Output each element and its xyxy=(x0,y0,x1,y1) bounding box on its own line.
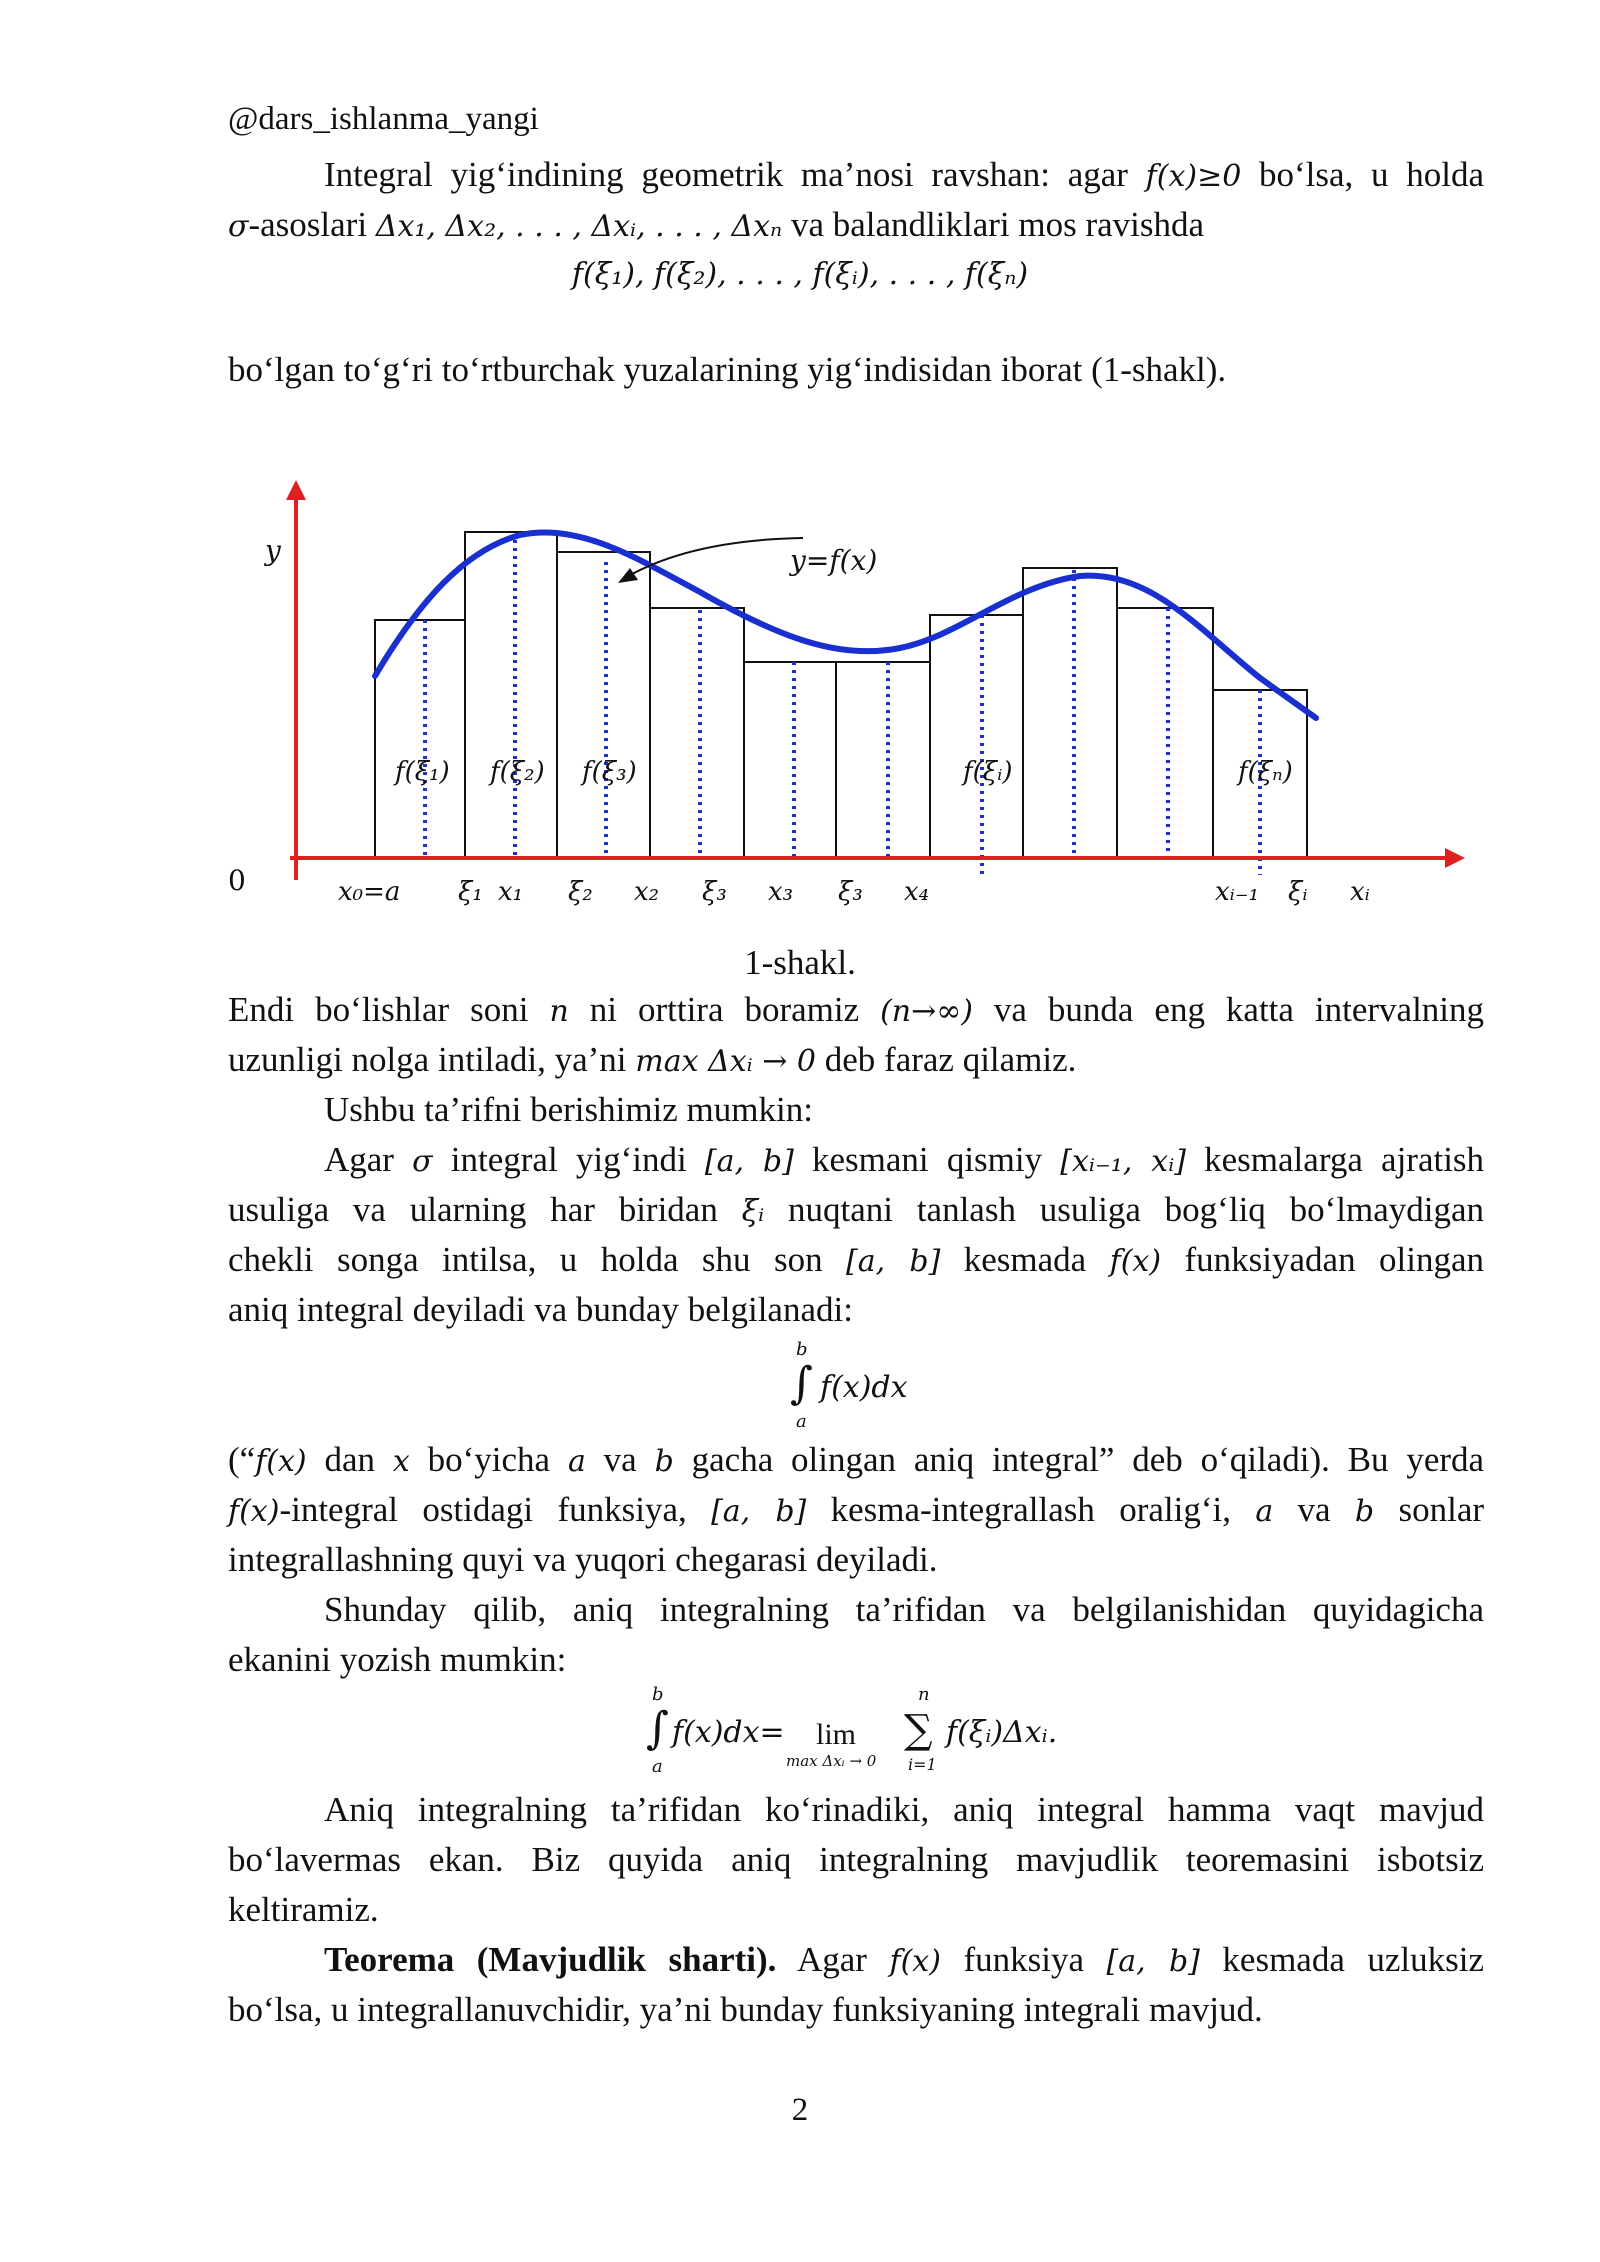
page-number: 2 xyxy=(791,2092,809,2128)
paragraph-4-line-1: Agar σ integral yig‘indi [a, b] kesmani qismiy [xᵢ₋₁, xᵢ] kesmalarga ajratish xyxy=(324,1140,1485,1179)
partition-rect-6 xyxy=(836,662,930,858)
paragraph-1-line-3: bo‘lgan to‘g‘ri to‘rtburchak yuzalarining yig‘indisidan iborat (1-shakl). xyxy=(228,350,1227,389)
x-label-9: x₄ xyxy=(904,877,930,907)
x-label-3: x₁ xyxy=(498,877,524,907)
figure-caption: 1-shakl. xyxy=(744,943,856,982)
label-pointer-arrow xyxy=(625,538,803,578)
partition-rect-4 xyxy=(650,608,744,858)
x-label-4: ξ₂ xyxy=(568,877,593,907)
height-label-2: f(ξ₂) xyxy=(490,757,545,787)
partition-rect-2 xyxy=(465,532,557,858)
x-label-8: ξ₃ xyxy=(838,877,863,907)
height-label-4: f(ξᵢ) xyxy=(963,757,1013,787)
x-label-12: xᵢ xyxy=(1350,877,1370,907)
height-labels xyxy=(393,757,1293,787)
paragraph-4-line-2: usuliga va ularning har biridan ξᵢ nuqtani tanlash usuliga bog‘liq bo‘lmaydigan xyxy=(228,1190,1484,1229)
x-axis-labels xyxy=(338,877,1370,907)
theorem-line-1: Teorema (Mavjudlik sharti). Agar f(x) funksiya [a, b] kesmada uzluksiz xyxy=(324,1940,1485,1979)
height-label-3: f(ξ₃) xyxy=(582,757,637,787)
sample-point-lines xyxy=(425,540,1260,875)
y-axis-arrow xyxy=(286,480,306,500)
x-label-10: xᵢ₋₁ xyxy=(1215,877,1260,907)
paragraph-7-line-1: Aniq integralning ta’rifidan ko‘rinadiki, aniq integral hamma vaqt mavjud xyxy=(324,1790,1484,1829)
theorem-title: Teorema (Mavjudlik sharti). xyxy=(324,1940,777,1979)
label-pointer-arrowhead xyxy=(618,568,638,583)
channel-handle: @dars_ishlanma_yangi xyxy=(228,101,539,137)
paragraph-5-line-3: integrallashning quyi va yuqori chegarasi deyiladi. xyxy=(228,1540,938,1579)
riemann-sum-figure xyxy=(220,480,1480,940)
definite-integral-notation: b ∫ f(x)dx a xyxy=(790,1339,908,1432)
partition-rect-9 xyxy=(1117,608,1213,858)
partition-rect-3 xyxy=(557,552,650,858)
x-axis-arrow xyxy=(1445,848,1465,868)
x-label-5: x₂ xyxy=(634,877,660,907)
paragraph-3: Ushbu ta’rifni berishimiz mumkin: xyxy=(324,1090,813,1129)
heights-formula: f(ξ₁), f(ξ₂), . . . , f(ξᵢ), . . . , f(ξₙ) xyxy=(571,257,1029,292)
curve-label: y=f(x) xyxy=(790,544,878,577)
paragraph-4-line-3: chekli songa intilsa, u holda shu son [a, b] kesmada f(x) funksiyadan olingan xyxy=(228,1240,1484,1279)
paragraph-6-line-2: ekanini yozish mumkin: xyxy=(228,1640,567,1679)
integral-limit-formula: b ∫ a f(x)dx= lim max Δxᵢ → 0 n ∑ i=1 f(ξᵢ)Δxᵢ. xyxy=(646,1684,1058,1777)
paragraph-6-line-1: Shunday qilib, aniq integralning ta’rifidan va belgilanishidan quyidagicha xyxy=(324,1590,1484,1629)
paragraph-5-line-1: (“f(x) dan x bo‘yicha a va b gacha olingan aniq integral” deb o‘qiladi). Bu yerda xyxy=(228,1440,1485,1479)
x-label-11: ξᵢ xyxy=(1288,877,1308,907)
paragraph-7-line-3: keltiramiz. xyxy=(228,1890,379,1929)
paragraph-2-line-2: uzunligi nolga intiladi, ya’ni max Δxᵢ → 0 deb faraz qilamiz. xyxy=(228,1040,1077,1079)
partition-rect-7 xyxy=(930,615,1023,858)
paragraph-1-line-1: Integral yig‘indining geometrik ma’nosi ravshan: agar f(x)≥0 bo‘lsa, u holda xyxy=(324,155,1484,194)
paragraph-4-line-4: aniq integral deyiladi va bunday belgilanadi: xyxy=(228,1290,853,1329)
x-label-6: ξ₃ xyxy=(702,877,727,907)
x-label-7: x₃ xyxy=(768,877,794,907)
theorem-line-2: bo‘lsa, u integrallanuvchidir, ya’ni bunday funksiyaning integrali mavjud. xyxy=(228,1990,1263,2029)
height-label-1: f(ξ₁) xyxy=(395,757,450,787)
paragraph-2-line-1: Endi bo‘lishlar soni n ni orttira boramiz (n→∞) va bunda eng katta intervalning xyxy=(228,990,1485,1029)
y-axis-label: y xyxy=(265,534,281,567)
x-label-1: x₀=a xyxy=(338,877,401,907)
paragraph-5-line-2: f(x)-integral ostidagi funksiya, [a, b] kesma-integrallash oralig‘i, a va b sonlar xyxy=(228,1490,1485,1529)
paragraph-7-line-2: bo‘lavermas ekan. Biz quyida aniq integralning mavjudlik teoremasini isbotsiz xyxy=(228,1840,1484,1879)
height-label-5: f(ξₙ) xyxy=(1238,757,1293,787)
partition-rect-5 xyxy=(744,662,836,858)
x-label-2: ξ₁ xyxy=(458,877,483,907)
paragraph-1-line-2: σ-asoslari Δx₁, Δx₂, . . . , Δxᵢ, . . . , Δxₙ va balandliklari mos ravishda xyxy=(228,205,1205,244)
partition-rect-8 xyxy=(1023,568,1117,858)
origin-label: 0 xyxy=(228,864,246,897)
